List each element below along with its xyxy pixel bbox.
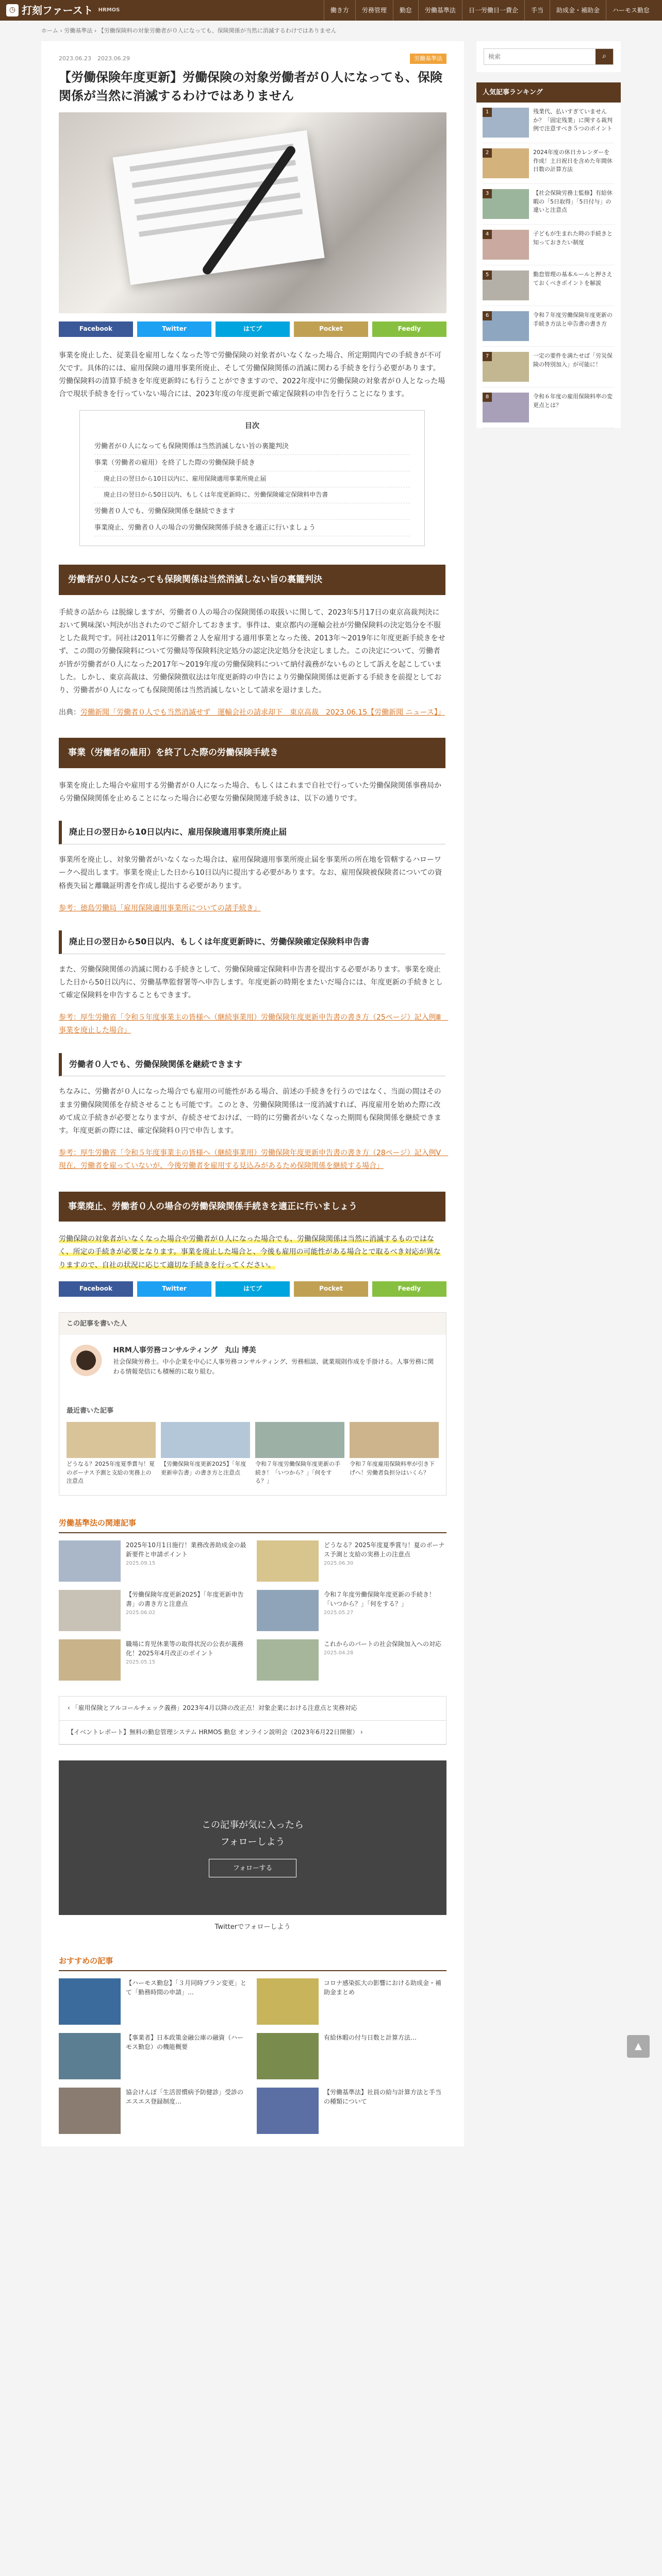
author-box-heading: この記事を書いた人 [59, 1313, 446, 1335]
related-article[interactable]: どうなる？2025年度夏季賞与！夏のボーナス予測と支給の実務上の注意点 2025.06.30 [257, 1540, 446, 1582]
recent-article-card[interactable]: 【労働保険年度更新2025】「年度更新申告書」の書き方と注意点 [161, 1422, 250, 1486]
section-text: 事業を廃止した場合や雇用する労働者が０人になった場合、もしくはこれまで自社で行っていた労働保険関係事務局から労働保険関係を止めることになった場合に必要な労働保険関連手続きは、以下の通りです。 [59, 781, 441, 803]
share-twitter-button[interactable]: Twitter [137, 321, 211, 337]
toc-item[interactable]: 労働者０人でも、労働保険関係を継続できます [94, 503, 410, 520]
reference-link[interactable]: 参考：厚生労働省「令和５年度事業主の皆様へ（継続事業用）労働保険年度更新申告書の書き方（25ページ）記入例Ⅲ 事業を廃止した場合」 [59, 1013, 449, 1035]
recommended-article[interactable]: コロナ感染拡大の影響における助成金・補助金まとめ [257, 1978, 446, 2025]
article-main [41, 41, 464, 2146]
ranking-heading: 人気記事ランキング [476, 82, 621, 103]
section-text: ちなみに、労働者が０人になった場合でも雇用の可能性がある場合、前述の手続きを行うのではなく、当面の間はそのまま労働保険関係を存続させることも可能です。このとき、労働保険関係は一度消滅すれば、再度雇用を始めた際に改めて成立手続きが必要となりますが、存続させておけば、一時的に労働者がいなくなった期間も保険関係を継続できます。年度更新の際には、確定保険料０円で申告します。 [59, 1088, 441, 1135]
next-article-link[interactable]: 【イベントレポート】無料の勤怠管理システム HRMOS 勤怠 オンライン説明会（2023年6月22日開催） › [59, 1721, 446, 1745]
site-header [0, 0, 662, 21]
share-twitter-button[interactable]: Twitter [137, 1281, 211, 1297]
ranking-item[interactable]: 3 【社会保険労務士監修】有給休暇の「5日取得」「5日付与」の違いと注意点 [483, 184, 615, 225]
ranking-item[interactable]: 2 2024年度の休日カレンダーを作成！土日祝日を含めた年間休日数の計算方法 [483, 143, 615, 184]
search-input[interactable] [484, 49, 595, 64]
reference-link[interactable]: 参考：徳島労働局「雇用保険適用事業所についての諸手続き」 [59, 904, 261, 912]
section-text: 労働保険の対象者がいなくなった場合や労働者が０人になった場合でも、労働保険関係は当然に消滅するものではなく、所定の手続きが必要となります。事業を廃止した場合と、今後も雇用の可能性がある場合とで取るべき対応が異なりますので、自社の状況に応じて適切な手続きを行ってください。 [59, 1235, 441, 1269]
toc-item[interactable]: 廃止日の翌日から50日以内、もしくは年度更新時に、労働保険確定保険料申告書 [94, 487, 410, 503]
nav-item[interactable]: 手当 [524, 0, 550, 21]
share-facebook-button[interactable]: Facebook [59, 321, 133, 337]
nav-item[interactable]: ハーモス勤怠 [606, 0, 656, 21]
follow-button[interactable]: フォローする [209, 1859, 296, 1877]
arrow-up-icon: ▲ [635, 2040, 642, 2052]
toc-item[interactable]: 労働者が０人になっても保険関係は当然消滅しない旨の裏籠判決 [94, 438, 410, 455]
author-bio: 社会保険労務士。中小企業を中心に人事労務コンサルティング、労務相談、就業規則作成を手掛ける。人事労務に関わる情報発信にも積極的に取り組む。 [113, 1358, 434, 1376]
share-buttons-bottom [59, 1281, 446, 1297]
recommended-article[interactable]: 【事業者】日本政策金融公庫の融資（ハーモス勤怠）の機能概要 [59, 2033, 249, 2079]
subsection-heading: 廃止日の翌日から50日以内、もしくは年度更新時に、労働保険確定保険料申告書 [59, 930, 445, 954]
recent-article-card[interactable]: 令和７年度労働保険年度更新の手続き！「いつから？」「何をする？」 [255, 1422, 344, 1486]
search-box [476, 41, 621, 72]
related-heading: 労働基準法の関連記事 [59, 1516, 446, 1533]
source-note: 出典：労働新聞「労働者０人でも当然消滅せず 運輸会社の請求却下 東京高裁 2023.06.15【労働新聞 ニュース】」 [59, 708, 445, 717]
section-heading: 事業（労働者の雇用）を終了した際の労働保険手続き [59, 738, 445, 768]
subsection-heading: 廃止日の翌日から10日以内に、雇用保険適用事業所廃止届 [59, 821, 445, 844]
ranking-item[interactable]: 5 勤怠管理の基本ルールと押さえておくべきポイントを解説 [483, 265, 615, 306]
article-intro: 事業を廃止した、従業員を雇用しなくなった等で労働保険の対象者がいなくなった場合、所定期間内での手続きが不可欠です。具体的には、雇用保険の適用事業所廃止、そして労働保険関係の消滅に関わる手続きを行う必要があります。労働保険料の清算手続きを年度更新時にも行うことができますので、2022年度中に労働保険の対象者が０人となった場合で現状手続きを行っていない場合には、2023年度の年度更新で確定保険料の申告を行うことになります。 [59, 351, 445, 399]
recommended-article[interactable]: 協会けんぽ「生活習慣病予防健診」受診のエスエス登録制度… [59, 2088, 249, 2134]
logo-text: 打刻ファースト [22, 4, 93, 16]
ranking-item[interactable]: 1 残業代、払いすぎていませんか？「固定残業」に関する裁判例で注意すべき５つのポイント [483, 103, 615, 143]
breadcrumb[interactable]: ホーム › 労働基準法 › 【労働保険料の対象労働者が０人になっても、保険関係が当然に消滅するわけではありません [41, 27, 337, 34]
share-facebook-button[interactable]: Facebook [59, 1281, 133, 1297]
eyecatch-image [59, 112, 446, 313]
article-title: 【労働保険年度更新】労働保険の対象労働者が０人になっても、保険関係が当然に消滅するわけではありません [59, 70, 442, 103]
related-article[interactable]: 職場に育児休業等の取得状況の公表が義務化！2025年4月改正のポイント 2025.05.15 [59, 1639, 249, 1681]
related-article[interactable]: 【労働保険年度更新2025】「年度更新申告書」の書き方と注意点 2025.06.02 [59, 1590, 249, 1631]
clock-icon: ◷ [6, 4, 19, 16]
nav-item[interactable]: 働き方 [324, 0, 355, 21]
follow-box [59, 1760, 446, 1915]
author-avatar [69, 1344, 104, 1391]
ranking-box [476, 82, 621, 428]
nav-item[interactable]: 労働基準法 [418, 0, 462, 21]
category-badge[interactable]: 労働基準法 [410, 54, 446, 64]
recommended-article[interactable]: 【ハーモス勤怠】「３月同時プラン変更」とて「勤務時間の申請」… [59, 1978, 249, 2025]
related-article[interactable]: 令和７年度労働保険年度更新の手続き！「いつから？」「何をする？」 2025.05.27 [257, 1590, 446, 1631]
toc-item[interactable]: 廃止日の翌日から10日以内に、雇用保険適用事業所廃止届 [94, 471, 410, 487]
published-date: 2023.06.29 [97, 55, 130, 62]
share-buttons-top [59, 321, 446, 337]
share-pocket-button[interactable]: Pocket [294, 1281, 368, 1297]
related-article[interactable]: 2025年10月1日施行！業務改善助成金の最新要件と申請ポイント 2025.09.15 [59, 1540, 249, 1582]
site-logo[interactable] [6, 1, 120, 20]
share-pocket-button[interactable]: Pocket [294, 321, 368, 337]
related-articles [59, 1516, 446, 1681]
global-nav [324, 0, 656, 21]
reference-link[interactable]: 参考：厚生労働省「令和５年度事業主の皆様へ（継続事業用）労働保険年度更新申告書の書き方（28ページ）記入例Ⅴ 現在、労働者を雇っていないが、今後労働者を雇用する見込みがあるため保険関係を継続する場合」 [59, 1149, 449, 1171]
follow-line2: フォローしよう [220, 1836, 285, 1848]
table-of-contents [79, 410, 425, 546]
recent-article-card[interactable]: どうなる？2025年度夏季賞与！夏のボーナス予測と支給の実務上の注意点 [67, 1422, 156, 1486]
nav-item[interactable]: 助成金・補助金 [550, 0, 606, 21]
toc-heading: 目次 [245, 422, 259, 431]
subsection-text: また、労働保険関係の消滅に関わる手続きとして、労働保険確定保険料申告書を提出する必要があります。事業を廃止した日から50日以内に、労働基準監督署等へ申告します。年度更新の時期をまたいだ場合には、年度更新の手続きとして確定保険料を申告することもできます。 [59, 965, 443, 1000]
recent-articles-heading: 最近書いた記事 [67, 1407, 114, 1415]
follow-line1: この記事が気に入ったら [202, 1820, 304, 1831]
logo-sub: HRMOS [98, 7, 120, 13]
toc-item[interactable]: 事業廃止、労働者０人の場合の労働保険関係手続きを適正に行いましょう [94, 520, 410, 536]
share-hatena-button[interactable]: はてブ [216, 1281, 290, 1297]
author-name[interactable]: HRM人事労務コンサルティング 丸山 博美 [113, 1346, 256, 1355]
subsection-heading: 労働者０人でも、労働保険関係を継続できます [59, 1053, 445, 1077]
sidebar [476, 41, 621, 438]
share-feedly-button[interactable]: Feedly [372, 1281, 446, 1297]
share-hatena-button[interactable]: はてブ [216, 321, 290, 337]
back-to-top-button[interactable] [627, 2035, 650, 2058]
nav-item[interactable]: 勤怠 [393, 0, 418, 21]
ranking-item[interactable]: 6 令和７年度労働保険年度更新の手続き方法と申告書の書き方 [483, 306, 615, 347]
recommended-articles [59, 1954, 446, 2134]
share-feedly-button[interactable]: Feedly [372, 321, 446, 337]
toc-item[interactable]: 事業（労働者の雇用）を終了した際の労働保険手続き [94, 455, 410, 471]
ranking-item[interactable]: 7 一定の要件を満たせば「労災保険の特別加入」が可能に！ [483, 347, 615, 387]
twitter-follow-link[interactable]: Twitterでフォローしよう [214, 1923, 291, 1931]
article-meta [59, 54, 446, 64]
subsection-text: 事業所を廃止し、対象労働者がいなくなった場合は、雇用保険適用事業所廃止届を事業所の所在地を管轄するハローワークへ提出します。事業を廃止した日から10日以内に提出する必要があります。なお、雇用保険被保険者についての資格喪失届と離職証明書を作成し提出する必要があります。 [59, 856, 442, 890]
recent-article-card[interactable]: 令和７年度雇用保険料率が引き下げへ！労働者負担分はいくら？ [350, 1422, 439, 1486]
section-text: 手続きの話から は脱線しますが、労働者０人の場合の保険関係の取扱いに関して、2023年5月17日の東京高裁判決において興味深い判決が出されたのでご紹介しておきます。事件は、東京都内の運輸会社が労働保険料の決定処分を不服とした裁判です。同社は2011年に労働者２人を雇用する適用事業となった後、2013年〜2019年に年度更新手続きをせず、この間の労働保険料について労働局等保険料決定処分の認定決定処分を決定しました。この決定について、労働者が皆が労働者が０人になった2017年〜2019年度の労働保険料について納付義務がないものとして訴えを起こしていました。しかし、東京高裁は、労働保険徴収法は年度更新時の申告により労働保険関係は更新する手続きを前提としており、労働者が０人になっても保険関係は当然消滅しないとして請求を退けました。 [59, 608, 445, 694]
prev-next-nav [59, 1696, 446, 1745]
ranking-item[interactable]: 8 令和６年度の雇用保険料率の変更点とは？ [483, 387, 615, 428]
ranking-item[interactable]: 4 子どもが生まれた時の手続きと知っておきたい制度 [483, 225, 615, 265]
author-box [59, 1312, 446, 1496]
section-heading: 事業廃止、労働者０人の場合の労働保険関係手続きを適正に行いましょう [59, 1192, 445, 1222]
nav-item[interactable]: 労務管理 [355, 0, 393, 21]
prev-article-link[interactable]: ‹ 「雇用保険とアルコールチェック義務」2023年4月以降の改正点！対象企業における注意点と実務対応 [59, 1697, 446, 1721]
section-heading: 労働者が０人になっても保険関係は当然消滅しない旨の裏籠判決 [59, 565, 445, 595]
recommended-article[interactable]: 有給休暇の付与日数と計算方法… [257, 2033, 446, 2079]
updated-date: 2023.06.23 [59, 55, 91, 62]
source-link[interactable]: 労働新聞「労働者０人でも当然消滅せず 運輸会社の請求却下 東京高裁 2023.06.15【労働新聞 ニュース】」 [80, 708, 445, 717]
related-article[interactable]: これからのパートの社会保険加入への対応 2025.04.28 [257, 1639, 446, 1681]
nav-item[interactable]: 日一労働日一費企 [462, 0, 524, 21]
recommended-heading: おすすめの記事 [59, 1954, 446, 1971]
search-icon[interactable]: ⌕ [595, 49, 613, 64]
recommended-article[interactable]: 【労働基準法】社員の給与計算方法と手当の種類について [257, 2088, 446, 2134]
